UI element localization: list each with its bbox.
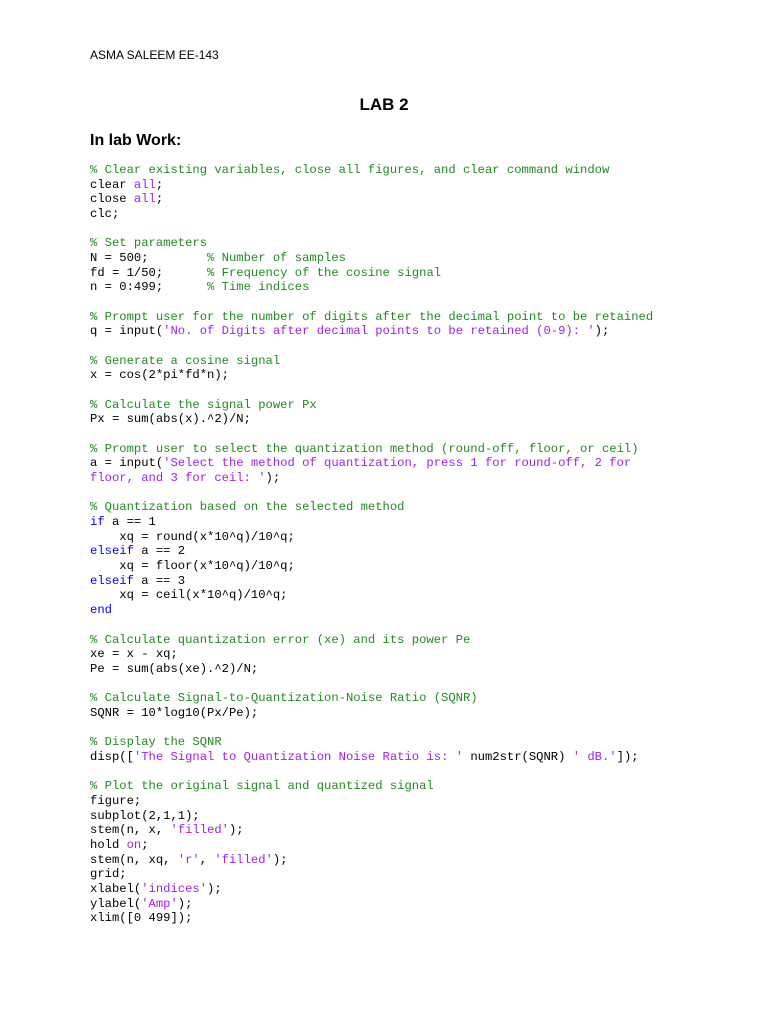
code-plain-token: disp([ — [90, 749, 134, 764]
code-line — [90, 280, 690, 295]
code-plain-token: xq = round(x*10^q)/10^q; — [90, 529, 295, 544]
code-comment-token: % Calculate quantization error (xe) and its power Pe — [90, 632, 471, 647]
code-string-token: 'filled' — [214, 852, 273, 867]
code-plain-token: a == 2 — [133, 544, 186, 559]
code-string-token: on — [126, 837, 142, 852]
code-string-token: 'Select the method of quantization, press 1 for round-off, 2 for — [163, 456, 632, 471]
code-comment-token: % Time indices — [207, 280, 310, 295]
code-line — [90, 838, 690, 853]
code-line — [90, 207, 690, 222]
code-line — [90, 339, 690, 354]
code-line — [90, 677, 690, 692]
code-plain-token: ); — [265, 471, 281, 486]
code-line — [90, 442, 690, 457]
code-plain-token: fd = 1/50; — [90, 265, 208, 280]
code-comment-token: % Generate a cosine signal — [90, 353, 281, 368]
code-plain-token: close — [90, 192, 134, 207]
code-plain-token: SQNR = 10*log10(Px/Pe); — [90, 705, 259, 720]
code-plain-token: hold — [90, 837, 127, 852]
code-plain-token: subplot(2,1,1); — [90, 808, 200, 823]
code-line — [90, 647, 690, 662]
code-line — [90, 882, 690, 897]
code-line — [90, 456, 690, 471]
code-line — [90, 779, 690, 794]
code-comment-token: % Prompt user to select the quantization method (round-off, floor, or ceil) — [90, 441, 639, 456]
code-keyword-token: elseif — [90, 544, 134, 559]
code-line — [90, 911, 690, 926]
code-string-token: 'indices' — [141, 881, 208, 896]
code-line — [90, 295, 690, 310]
code-line — [90, 794, 690, 809]
code-line — [90, 823, 690, 838]
code-plain-token: N = 500; — [90, 251, 208, 266]
code-line — [90, 192, 690, 207]
code-comment-token: % Number of samples — [207, 251, 346, 266]
code-line — [90, 178, 690, 193]
code-line — [90, 486, 690, 501]
code-plain-token: xq = ceil(x*10^q)/10^q; — [90, 588, 288, 603]
code-line — [90, 530, 690, 545]
code-line — [90, 706, 690, 721]
code-line — [90, 691, 690, 706]
code-line — [90, 603, 690, 618]
code-line — [90, 735, 690, 750]
code-line — [90, 500, 690, 515]
code-plain-token: q = input( — [90, 324, 164, 339]
code-plain-token: ); — [594, 324, 610, 339]
code-line — [90, 324, 690, 339]
code-line — [90, 412, 690, 427]
code-plain-token: ); — [177, 896, 193, 911]
code-plain-token: ; — [155, 192, 164, 207]
code-comment-token: % Plot the original signal and quantized signal — [90, 779, 434, 794]
code-line — [90, 163, 690, 178]
code-plain-token: figure; — [90, 793, 142, 808]
code-plain-token: a = input( — [90, 456, 164, 471]
code-keyword-token: elseif — [90, 573, 134, 588]
code-line — [90, 427, 690, 442]
code-plain-token: ylabel( — [90, 896, 142, 911]
code-plain-token: grid; — [90, 867, 127, 882]
code-plain-token: clc; — [90, 207, 120, 222]
code-plain-token: ]); — [616, 749, 639, 764]
code-comment-token: % Calculate the signal power Px — [90, 397, 317, 412]
code-plain-token: ); — [272, 852, 288, 867]
code-line — [90, 662, 690, 677]
code-line — [90, 867, 690, 882]
code-plain-token: Px = sum(abs(x).^2)/N; — [90, 412, 251, 427]
code-keyword-token: end — [90, 603, 112, 618]
code-line — [90, 515, 690, 530]
code-line — [90, 368, 690, 383]
code-string-token: floor, and 3 for ceil: ' — [90, 471, 266, 486]
code-line — [90, 750, 690, 765]
code-plain-token: ; — [155, 177, 164, 192]
code-plain-token: xlim([0 499]); — [90, 911, 193, 926]
code-plain-token: Pe = sum(abs(xe).^2)/N; — [90, 661, 259, 676]
code-plain-token: , — [199, 852, 215, 867]
code-comment-token: % Frequency of the cosine signal — [207, 265, 442, 280]
code-string-token: 'The Signal to Quantization Noise Ratio is: ' — [133, 749, 464, 764]
code-plain-token: xq = floor(x*10^q)/10^q; — [90, 559, 295, 574]
code-string-token: 'Amp' — [141, 896, 178, 911]
code-plain-token: x = cos(2*pi*fd*n); — [90, 368, 229, 383]
code-comment-token: % Display the SQNR — [90, 735, 222, 750]
author-header: ASMA SALEEM EE-143 — [90, 48, 219, 62]
code-string-token: all — [133, 192, 156, 207]
code-plain-token: a == 1 — [104, 515, 156, 530]
code-comment-token: % Clear existing variables, close all figures, and clear command window — [90, 163, 610, 177]
code-string-token: 'filled' — [170, 823, 229, 838]
code-plain-token: n = 0:499; — [90, 280, 208, 295]
code-string-token: 'No. of Digits after decimal points to be retained (0-9): ' — [163, 324, 595, 339]
code-line — [90, 633, 690, 648]
code-string-token: 'r' — [177, 852, 200, 867]
page-title: LAB 2 — [359, 95, 409, 114]
section-heading: In lab Work: — [90, 132, 182, 149]
code-line — [90, 354, 690, 369]
code-plain-token: stem(n, xq, — [90, 852, 178, 867]
code-line — [90, 618, 690, 633]
code-line — [90, 471, 690, 486]
code-line — [90, 236, 690, 251]
code-comment-token: % Set parameters — [90, 236, 208, 251]
code-line — [90, 383, 690, 398]
code-line — [90, 853, 690, 868]
code-line — [90, 765, 690, 780]
code-line — [90, 266, 690, 281]
code-keyword-token: if — [90, 515, 105, 530]
code-comment-token: % Calculate Signal-to-Quantization-Noise Ratio (SQNR) — [90, 691, 478, 706]
code-line — [90, 544, 690, 559]
code-line — [90, 721, 690, 736]
code-block — [90, 163, 690, 926]
code-line — [90, 398, 690, 413]
code-line — [90, 588, 690, 603]
code-line — [90, 897, 690, 912]
code-plain-token: num2str(SQNR) — [463, 749, 573, 764]
code-plain-token: a == 3 — [133, 573, 186, 588]
code-plain-token: ; — [141, 837, 149, 852]
code-string-token: ' dB.' — [572, 749, 617, 764]
code-line — [90, 574, 690, 589]
code-plain-token: xlabel( — [90, 881, 142, 896]
code-plain-token: ); — [228, 823, 244, 838]
code-line — [90, 310, 690, 325]
code-line — [90, 251, 690, 266]
code-line — [90, 222, 690, 237]
code-string-token: all — [133, 177, 156, 192]
code-line — [90, 809, 690, 824]
code-plain-token: xe = x - xq; — [90, 647, 178, 662]
code-plain-token: stem(n, x, — [90, 823, 171, 838]
code-comment-token: % Quantization based on the selected method — [90, 500, 405, 515]
code-line — [90, 559, 690, 574]
code-plain-token: clear — [90, 177, 134, 192]
code-comment-token: % Prompt user for the number of digits after the decimal point to be retained — [90, 309, 654, 324]
code-plain-token: ); — [207, 881, 222, 896]
